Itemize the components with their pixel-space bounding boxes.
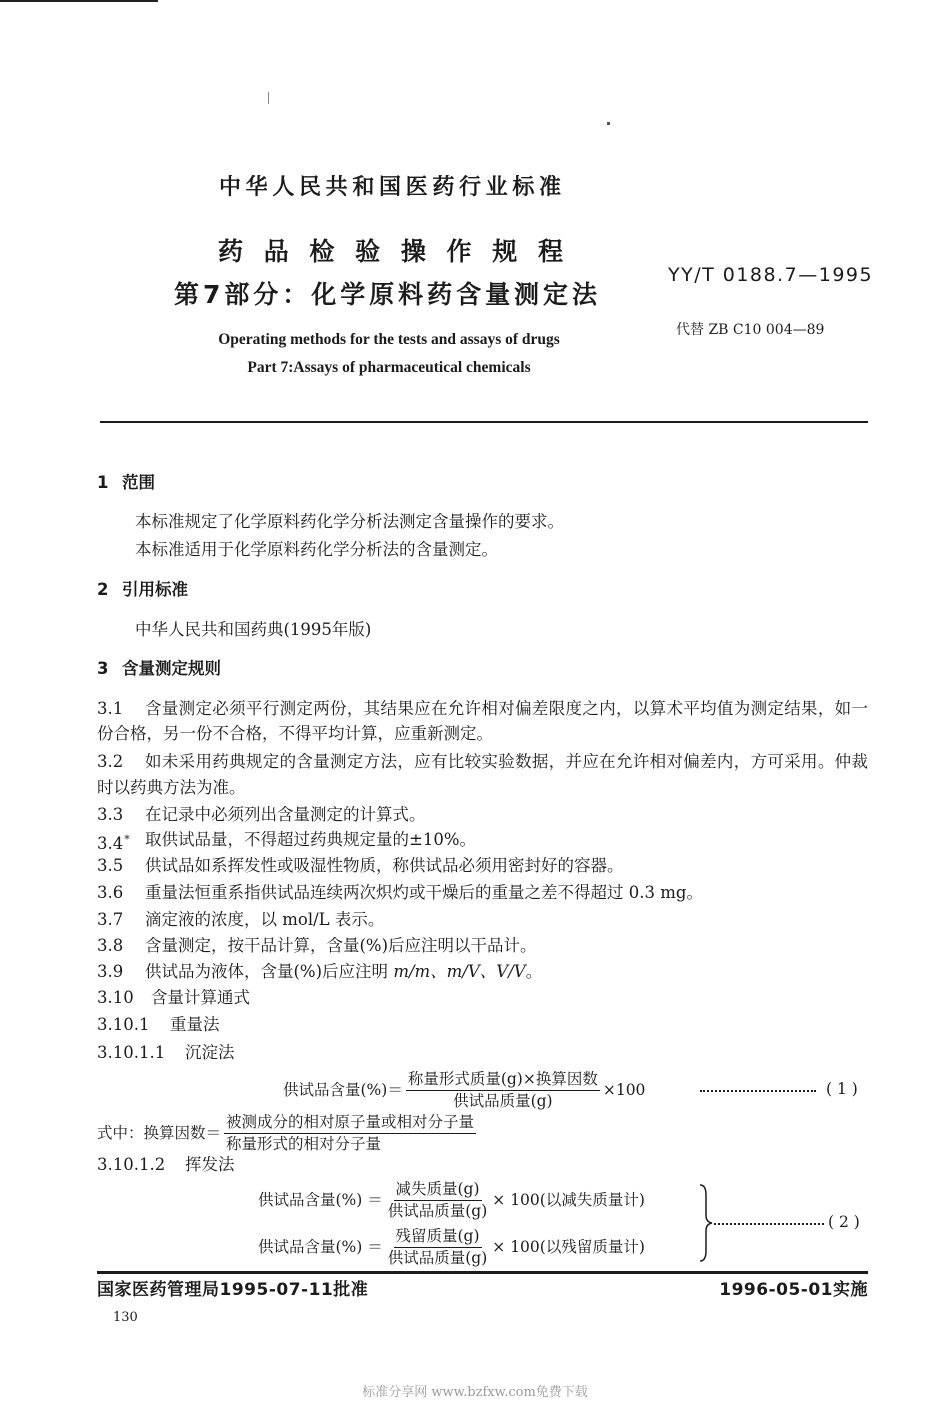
title-cn-line1: 药品检验操作规程 (218, 237, 563, 266)
formula-2b-tail: × 100(以残留质量计) (492, 1238, 645, 1256)
clause-3-9-number: 3.9 (97, 962, 124, 981)
formula-1-lhs: 供试品含量(%)＝ (283, 1081, 403, 1099)
clause-3-7-number: 3.7 (97, 910, 124, 929)
title-cn-line2: 第7部分：化学原料药含量测定法 (174, 280, 597, 309)
section1-title: 范围 (122, 473, 155, 492)
clause-3-10-1-2-text: 挥发法 (185, 1155, 235, 1174)
formula-2a (258, 1180, 645, 1221)
section1-para2: 本标准适用于化学原料药化学分析法的含量测定。 (135, 540, 498, 559)
clause-3-2-line1: 如未采用药典规定的含量测定方法，应有比较实验数据，并应在允许相对偏差内，方可采用。仲裁 (145, 752, 868, 771)
clause-3-1-line2: 份合格，另一份不合格，不得平均计算，应重新测定。 (97, 724, 493, 743)
scan-artifact (268, 92, 269, 104)
formula-2a-tail: × 100(以减失质量计) (492, 1191, 645, 1209)
clause-3-9-end: 。 (525, 962, 543, 981)
formula-2a-lhs: 供试品含量(%) ＝ (258, 1191, 383, 1209)
formula-1-multiplier: ×100 (602, 1081, 646, 1099)
clause-3-10-1-number: 3.10.1 (97, 1015, 150, 1034)
section3-number: 3 (97, 659, 109, 678)
clause-3-6-number: 3.6 (97, 883, 124, 902)
clause-3-9-ratio-units: m/m、m/V、V/V (393, 962, 526, 981)
approval-note: 国家医药管理局1995-07-11批准 (97, 1280, 369, 1300)
clause-3-7-text: 滴定液的浓度，以 mol/L 表示。 (145, 910, 385, 929)
conversion-factor-label: 式中：换算因数＝ (97, 1124, 222, 1142)
clause-3-10-number: 3.10 (97, 988, 134, 1007)
formula-1-numerator: 称量形式质量(g)×换算因数 (406, 1070, 600, 1091)
watermark: 标准分享网 www.bzfxw.com免费下载 (362, 1385, 588, 1400)
clause-3-10-1-1-text: 沉淀法 (185, 1043, 235, 1062)
section2-number: 2 (97, 580, 109, 599)
conversion-factor-fraction (224, 1113, 476, 1154)
formula-2a-numerator: 减失质量(g) (394, 1180, 482, 1201)
formula-1 (283, 1070, 645, 1111)
clause-3-8-text: 含量测定，按干品计算，含量(%)后应注明以干品计。 (145, 936, 537, 955)
scan-artifact (607, 122, 610, 125)
header-rule (100, 421, 868, 423)
effective-date: 1996-05-01实施 (719, 1280, 868, 1300)
formula-2b-denominator: 供试品质量(g) (387, 1249, 488, 1267)
section1-para1: 本标准规定了化学原料药化学分析法测定含量操作的要求。 (135, 512, 564, 531)
clause-3-4-number (97, 830, 130, 854)
footer-rule (97, 1271, 868, 1274)
clause-3-2-number: 3.2 (97, 752, 124, 771)
replaces-note: 代替 ZB C10 004—89 (676, 322, 825, 338)
clause-3-10-text: 含量计算通式 (151, 988, 250, 1007)
formula-2-eq-number: ( 2 ) (828, 1213, 860, 1231)
clause-3-1-number: 3.1 (97, 699, 124, 718)
clause-3-10-1-text: 重量法 (170, 1015, 220, 1034)
formula-2a-denominator: 供试品质量(g) (387, 1202, 488, 1220)
section1-number: 1 (97, 473, 109, 492)
section2-title: 引用标准 (122, 580, 188, 599)
section3-title: 含量测定规则 (122, 659, 221, 678)
scan-artifact (0, 0, 158, 2)
formula-1-fraction (406, 1070, 600, 1111)
formula-1-leader (700, 1090, 816, 1092)
clause-3-4-num: 3.4 (97, 834, 124, 853)
clause-3-9-main: 供试品为液体，含量(%)后应注明 (145, 962, 394, 981)
title-en-line2: Part 7:Assays of pharmaceutical chemicals (247, 359, 531, 376)
conversion-factor-numerator: 被测成分的相对原子量或相对分子量 (224, 1113, 476, 1134)
clause-3-3-number: 3.3 (97, 805, 124, 824)
standard-category: 中华人民共和国医药行业标准 (219, 175, 561, 200)
formula-2b-lhs: 供试品含量(%) ＝ (258, 1238, 383, 1256)
clause-3-4-mark: * (124, 833, 130, 846)
clause-3-10-1-2-number: 3.10.1.2 (97, 1155, 166, 1174)
clause-3-3-text: 在记录中必须列出含量测定的计算式。 (145, 805, 426, 824)
clause-3-5-number: 3.5 (97, 856, 124, 875)
formula-2-leader (714, 1223, 824, 1225)
clause-3-1-line1: 含量测定必须平行测定两份，其结果应在允许相对偏差限度之内，以算术平均值为测定结果，如一 (145, 699, 868, 718)
page-number: 130 (113, 1310, 138, 1325)
clause-3-8-number: 3.8 (97, 936, 124, 955)
formula-2b-numerator: 残留质量(g) (394, 1227, 482, 1248)
formula-1-denominator: 供试品质量(g) (453, 1092, 553, 1110)
clause-3-4-text: 取供试品量，不得超过药典规定量的±10%。 (145, 830, 476, 849)
clause-3-2-line2: 时以药典方法为准。 (97, 778, 246, 797)
title-en-line1: Operating methods for the tests and assays of drugs (218, 331, 560, 348)
conversion-factor-denominator: 称量形式的相对分子量 (226, 1135, 382, 1153)
clause-3-9-text (145, 962, 542, 982)
clause-3-6-text: 重量法恒重系指供试品连续两次炽灼或干燥后的重量之差不得超过 0.3 mg。 (145, 883, 703, 902)
right-brace-icon (698, 1183, 714, 1263)
clause-3-10-1-1-number: 3.10.1.1 (97, 1043, 166, 1062)
conversion-factor-definition (97, 1113, 479, 1154)
section2-para1: 中华人民共和国药典(1995年版) (135, 620, 372, 639)
formula-2b (258, 1227, 645, 1268)
standard-number: YY/T 0188.7—1995 (668, 264, 874, 286)
clause-3-5-text: 供试品如系挥发性或吸湿性物质，称供试品必须用密封好的容器。 (145, 856, 624, 875)
formula-2b-fraction (386, 1227, 490, 1268)
formula-1-eq-number: ( 1 ) (826, 1080, 858, 1098)
formula-2a-fraction (386, 1180, 490, 1221)
